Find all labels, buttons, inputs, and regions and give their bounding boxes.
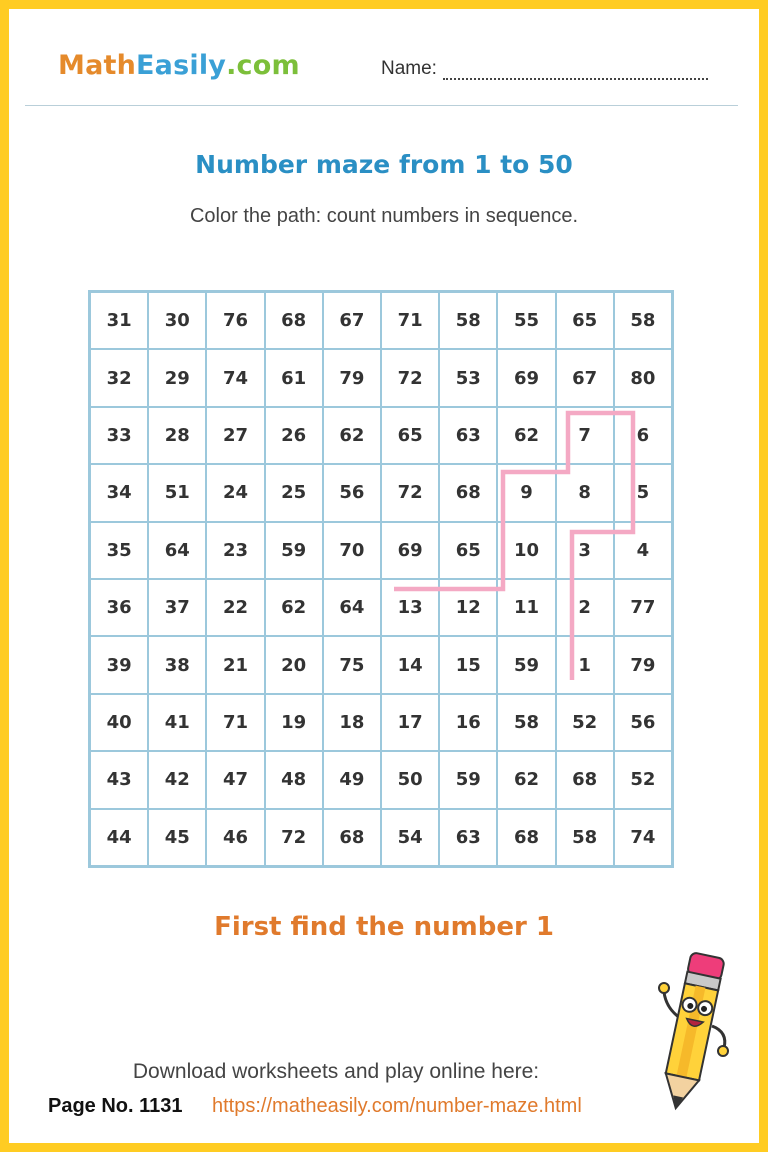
maze-cell[interactable]: 47 <box>206 751 264 808</box>
maze-cell[interactable]: 25 <box>265 464 323 521</box>
maze-cell[interactable]: 65 <box>439 522 497 579</box>
name-blank-line[interactable] <box>443 62 708 80</box>
maze-cell[interactable]: 19 <box>265 694 323 751</box>
maze-cell[interactable]: 61 <box>265 349 323 406</box>
maze-cell[interactable]: 52 <box>556 694 614 751</box>
worksheet-link[interactable]: https://matheasily.com/number-maze.html <box>212 1095 582 1117</box>
maze-cell[interactable]: 68 <box>323 809 381 866</box>
maze-cell[interactable]: 44 <box>90 809 148 866</box>
maze-cell[interactable]: 2 <box>556 579 614 636</box>
maze-cell[interactable]: 62 <box>497 407 555 464</box>
maze-cell[interactable]: 43 <box>90 751 148 808</box>
maze-cell[interactable]: 68 <box>497 809 555 866</box>
logo-part-math: Math <box>58 50 137 81</box>
maze-cell[interactable]: 67 <box>556 349 614 406</box>
maze-cell[interactable]: 58 <box>556 809 614 866</box>
maze-cell[interactable]: 50 <box>381 751 439 808</box>
maze-cell[interactable]: 76 <box>206 292 264 349</box>
maze-cell[interactable]: 72 <box>381 349 439 406</box>
maze-cell[interactable]: 39 <box>90 636 148 693</box>
name-field[interactable] <box>381 58 708 80</box>
maze-cell[interactable]: 69 <box>381 522 439 579</box>
maze-cell[interactable]: 51 <box>148 464 206 521</box>
maze-cell[interactable]: 48 <box>265 751 323 808</box>
maze-cell[interactable]: 70 <box>323 522 381 579</box>
maze-cell[interactable]: 16 <box>439 694 497 751</box>
maze-cell[interactable]: 40 <box>90 694 148 751</box>
maze-cell[interactable]: 65 <box>556 292 614 349</box>
maze-cell[interactable]: 65 <box>381 407 439 464</box>
maze-cell[interactable]: 62 <box>497 751 555 808</box>
hint-text: First find the number 1 <box>214 912 554 942</box>
maze-cell[interactable]: 49 <box>323 751 381 808</box>
maze-cell[interactable]: 10 <box>497 522 555 579</box>
maze-cell[interactable]: 63 <box>439 809 497 866</box>
maze-cell[interactable]: 59 <box>265 522 323 579</box>
maze-cell[interactable]: 54 <box>381 809 439 866</box>
maze-cell[interactable]: 69 <box>497 349 555 406</box>
maze-cell[interactable]: 68 <box>265 292 323 349</box>
maze-cell[interactable]: 79 <box>323 349 381 406</box>
maze-cell[interactable]: 37 <box>148 579 206 636</box>
maze-cell[interactable]: 5 <box>614 464 672 521</box>
maze-cell[interactable]: 41 <box>148 694 206 751</box>
maze-cell[interactable]: 7 <box>556 407 614 464</box>
maze-cell[interactable]: 21 <box>206 636 264 693</box>
maze-cell[interactable]: 58 <box>614 292 672 349</box>
maze-cell[interactable]: 56 <box>323 464 381 521</box>
maze-cell[interactable]: 67 <box>323 292 381 349</box>
maze-cell[interactable]: 62 <box>265 579 323 636</box>
maze-cell[interactable]: 11 <box>497 579 555 636</box>
maze-cell[interactable]: 53 <box>439 349 497 406</box>
maze-cell[interactable]: 42 <box>148 751 206 808</box>
maze-cell[interactable]: 26 <box>265 407 323 464</box>
maze-cell[interactable]: 28 <box>148 407 206 464</box>
maze-cell[interactable]: 72 <box>265 809 323 866</box>
maze-cell[interactable]: 32 <box>90 349 148 406</box>
maze-cell[interactable]: 24 <box>206 464 264 521</box>
maze-cell[interactable]: 77 <box>614 579 672 636</box>
header-divider <box>25 105 738 106</box>
maze-cell[interactable]: 59 <box>439 751 497 808</box>
maze-cell[interactable]: 9 <box>497 464 555 521</box>
logo-part-com: .com <box>226 50 300 81</box>
maze-cell[interactable]: 17 <box>381 694 439 751</box>
maze-cell[interactable]: 31 <box>90 292 148 349</box>
maze-cell[interactable]: 64 <box>148 522 206 579</box>
maze-cell[interactable]: 46 <box>206 809 264 866</box>
maze-cell[interactable]: 64 <box>323 579 381 636</box>
page-number: Page No. 1131 <box>48 1095 183 1117</box>
maze-cell[interactable]: 58 <box>497 694 555 751</box>
maze-cell[interactable]: 3 <box>556 522 614 579</box>
maze-cell[interactable]: 27 <box>206 407 264 464</box>
maze-cell[interactable]: 29 <box>148 349 206 406</box>
maze-cell[interactable]: 14 <box>381 636 439 693</box>
maze-cell[interactable]: 63 <box>439 407 497 464</box>
maze-cell[interactable]: 79 <box>614 636 672 693</box>
maze-cell[interactable]: 74 <box>614 809 672 866</box>
name-label: Name: <box>381 58 437 79</box>
maze-cell[interactable]: 74 <box>206 349 264 406</box>
maze-cell[interactable]: 6 <box>614 407 672 464</box>
maze-cell[interactable]: 52 <box>614 751 672 808</box>
maze-cell[interactable]: 75 <box>323 636 381 693</box>
maze-cell[interactable]: 30 <box>148 292 206 349</box>
maze-cell[interactable]: 72 <box>381 464 439 521</box>
maze-cell[interactable]: 13 <box>381 579 439 636</box>
maze-cell[interactable]: 34 <box>90 464 148 521</box>
maze-cell[interactable]: 35 <box>90 522 148 579</box>
download-text: Download worksheets and play online here: <box>132 1060 540 1083</box>
maze-cell[interactable]: 55 <box>497 292 555 349</box>
maze-cell[interactable]: 15 <box>439 636 497 693</box>
maze-cell[interactable]: 23 <box>206 522 264 579</box>
pencil-mascot-icon <box>650 948 740 1120</box>
maze-cell[interactable]: 22 <box>206 579 264 636</box>
maze-cell[interactable]: 38 <box>148 636 206 693</box>
worksheet-title: Number maze from 1 to 50 <box>195 150 573 179</box>
maze-cell[interactable]: 33 <box>90 407 148 464</box>
maze-cell[interactable]: 71 <box>206 694 264 751</box>
maze-cell[interactable]: 80 <box>614 349 672 406</box>
site-logo <box>58 50 300 81</box>
maze-cell[interactable]: 36 <box>90 579 148 636</box>
maze-cell[interactable]: 20 <box>265 636 323 693</box>
maze-cell[interactable]: 71 <box>381 292 439 349</box>
worksheet-instructions: Color the path: count numbers in sequence. <box>189 205 579 227</box>
maze-cell[interactable]: 56 <box>614 694 672 751</box>
logo-part-easily: Easily <box>136 50 227 81</box>
maze-cell[interactable]: 18 <box>323 694 381 751</box>
maze-cell[interactable]: 68 <box>439 464 497 521</box>
maze-cell[interactable]: 45 <box>148 809 206 866</box>
maze-cell[interactable]: 1 <box>556 636 614 693</box>
maze-cell[interactable]: 68 <box>556 751 614 808</box>
maze-cell[interactable]: 4 <box>614 522 672 579</box>
maze-cell[interactable]: 62 <box>323 407 381 464</box>
maze-cell[interactable]: 59 <box>497 636 555 693</box>
number-maze-grid <box>88 290 674 868</box>
maze-cell[interactable]: 8 <box>556 464 614 521</box>
maze-cell[interactable]: 58 <box>439 292 497 349</box>
maze-cell[interactable]: 12 <box>439 579 497 636</box>
